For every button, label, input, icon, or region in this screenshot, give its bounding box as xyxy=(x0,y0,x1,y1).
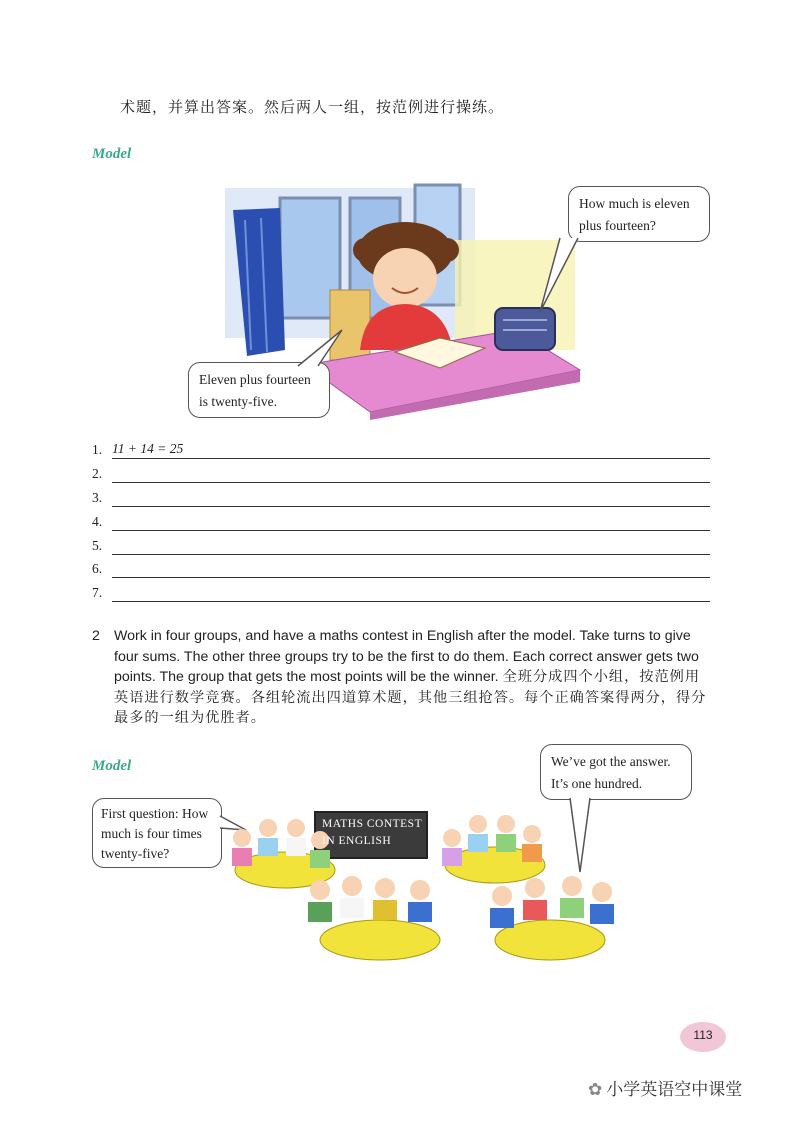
bubble-line: twenty-five? xyxy=(101,846,170,861)
exercise-line-5[interactable] xyxy=(92,536,710,558)
intro-text: 术题，并算出答案。然后两人一组，按范例进行操练。 xyxy=(120,100,505,116)
watermark xyxy=(588,1075,742,1100)
line-number: 3. xyxy=(92,490,103,505)
line-number: 6. xyxy=(92,561,103,576)
bubble-tail xyxy=(530,236,590,316)
exercise-line-4[interactable] xyxy=(92,512,710,534)
answer-rule xyxy=(112,458,710,459)
bubble-line: plus fourteen? xyxy=(579,218,656,233)
page-number: 113 xyxy=(680,1022,726,1052)
model-label: Model xyxy=(92,146,132,162)
bubble-line: We’ve got the answer. xyxy=(551,754,671,769)
watermark-text: 小学英语空中课堂 xyxy=(606,1080,743,1100)
speech-bubble-answer xyxy=(188,362,330,418)
bubble-line: much is four times xyxy=(101,826,202,841)
blackboard-text xyxy=(322,816,426,850)
task-instructions-english: Work in four groups, and have a maths contest in English after the model. Take turns to give four sums. The other three groups try to be the first to do them. Each correct answer gets two points. The group that gets the most points will be the winner. xyxy=(114,628,699,685)
bubble-line: It’s one hundred. xyxy=(551,776,643,791)
bubble-tail xyxy=(290,326,350,368)
exercise-line-6[interactable] xyxy=(92,559,710,581)
bubble-line: Eleven plus fourteen xyxy=(199,372,311,387)
line-number: 7. xyxy=(92,585,103,600)
line-number: 1. xyxy=(92,442,103,457)
exercise-line-2[interactable] xyxy=(92,464,710,486)
line-number: 2. xyxy=(92,466,103,481)
task-2 xyxy=(92,626,712,729)
line-number: 5. xyxy=(92,538,103,553)
line-answer: 11 + 14 = 25 xyxy=(112,441,184,456)
speech-bubble-answer xyxy=(540,744,692,800)
bubble-line: How much is eleven xyxy=(579,196,690,211)
line-number: 4. xyxy=(92,514,103,529)
answer-rule xyxy=(112,601,710,602)
bubble-line: First question: How xyxy=(101,806,209,821)
exercise-line-7[interactable] xyxy=(92,583,710,605)
board-line: IN ENGLISH xyxy=(322,835,392,847)
answer-rule xyxy=(112,482,710,483)
answer-rule xyxy=(112,577,710,578)
wechat-icon: ✿ xyxy=(588,1080,603,1100)
board-line: MATHS CONTEST xyxy=(322,818,423,830)
exercise-line-1[interactable] xyxy=(92,440,710,462)
bubble-line: is twenty-five. xyxy=(199,394,277,409)
task-instructions-chinese: 全班分成四个小组，按范例用英语进行数学竞赛。各组轮流出四道算术题，其他三组抢答。每个正确答案得两分，得分最多的一组为优胜者。 xyxy=(114,669,707,726)
answer-rule xyxy=(112,554,710,555)
answer-rule xyxy=(112,530,710,531)
exercise-line-3[interactable] xyxy=(92,488,710,510)
model-label: Model xyxy=(92,758,132,774)
task-number: 2 xyxy=(92,628,100,644)
answer-rule xyxy=(112,506,710,507)
speech-bubble-question xyxy=(568,186,710,242)
speech-bubble-question xyxy=(92,798,222,868)
